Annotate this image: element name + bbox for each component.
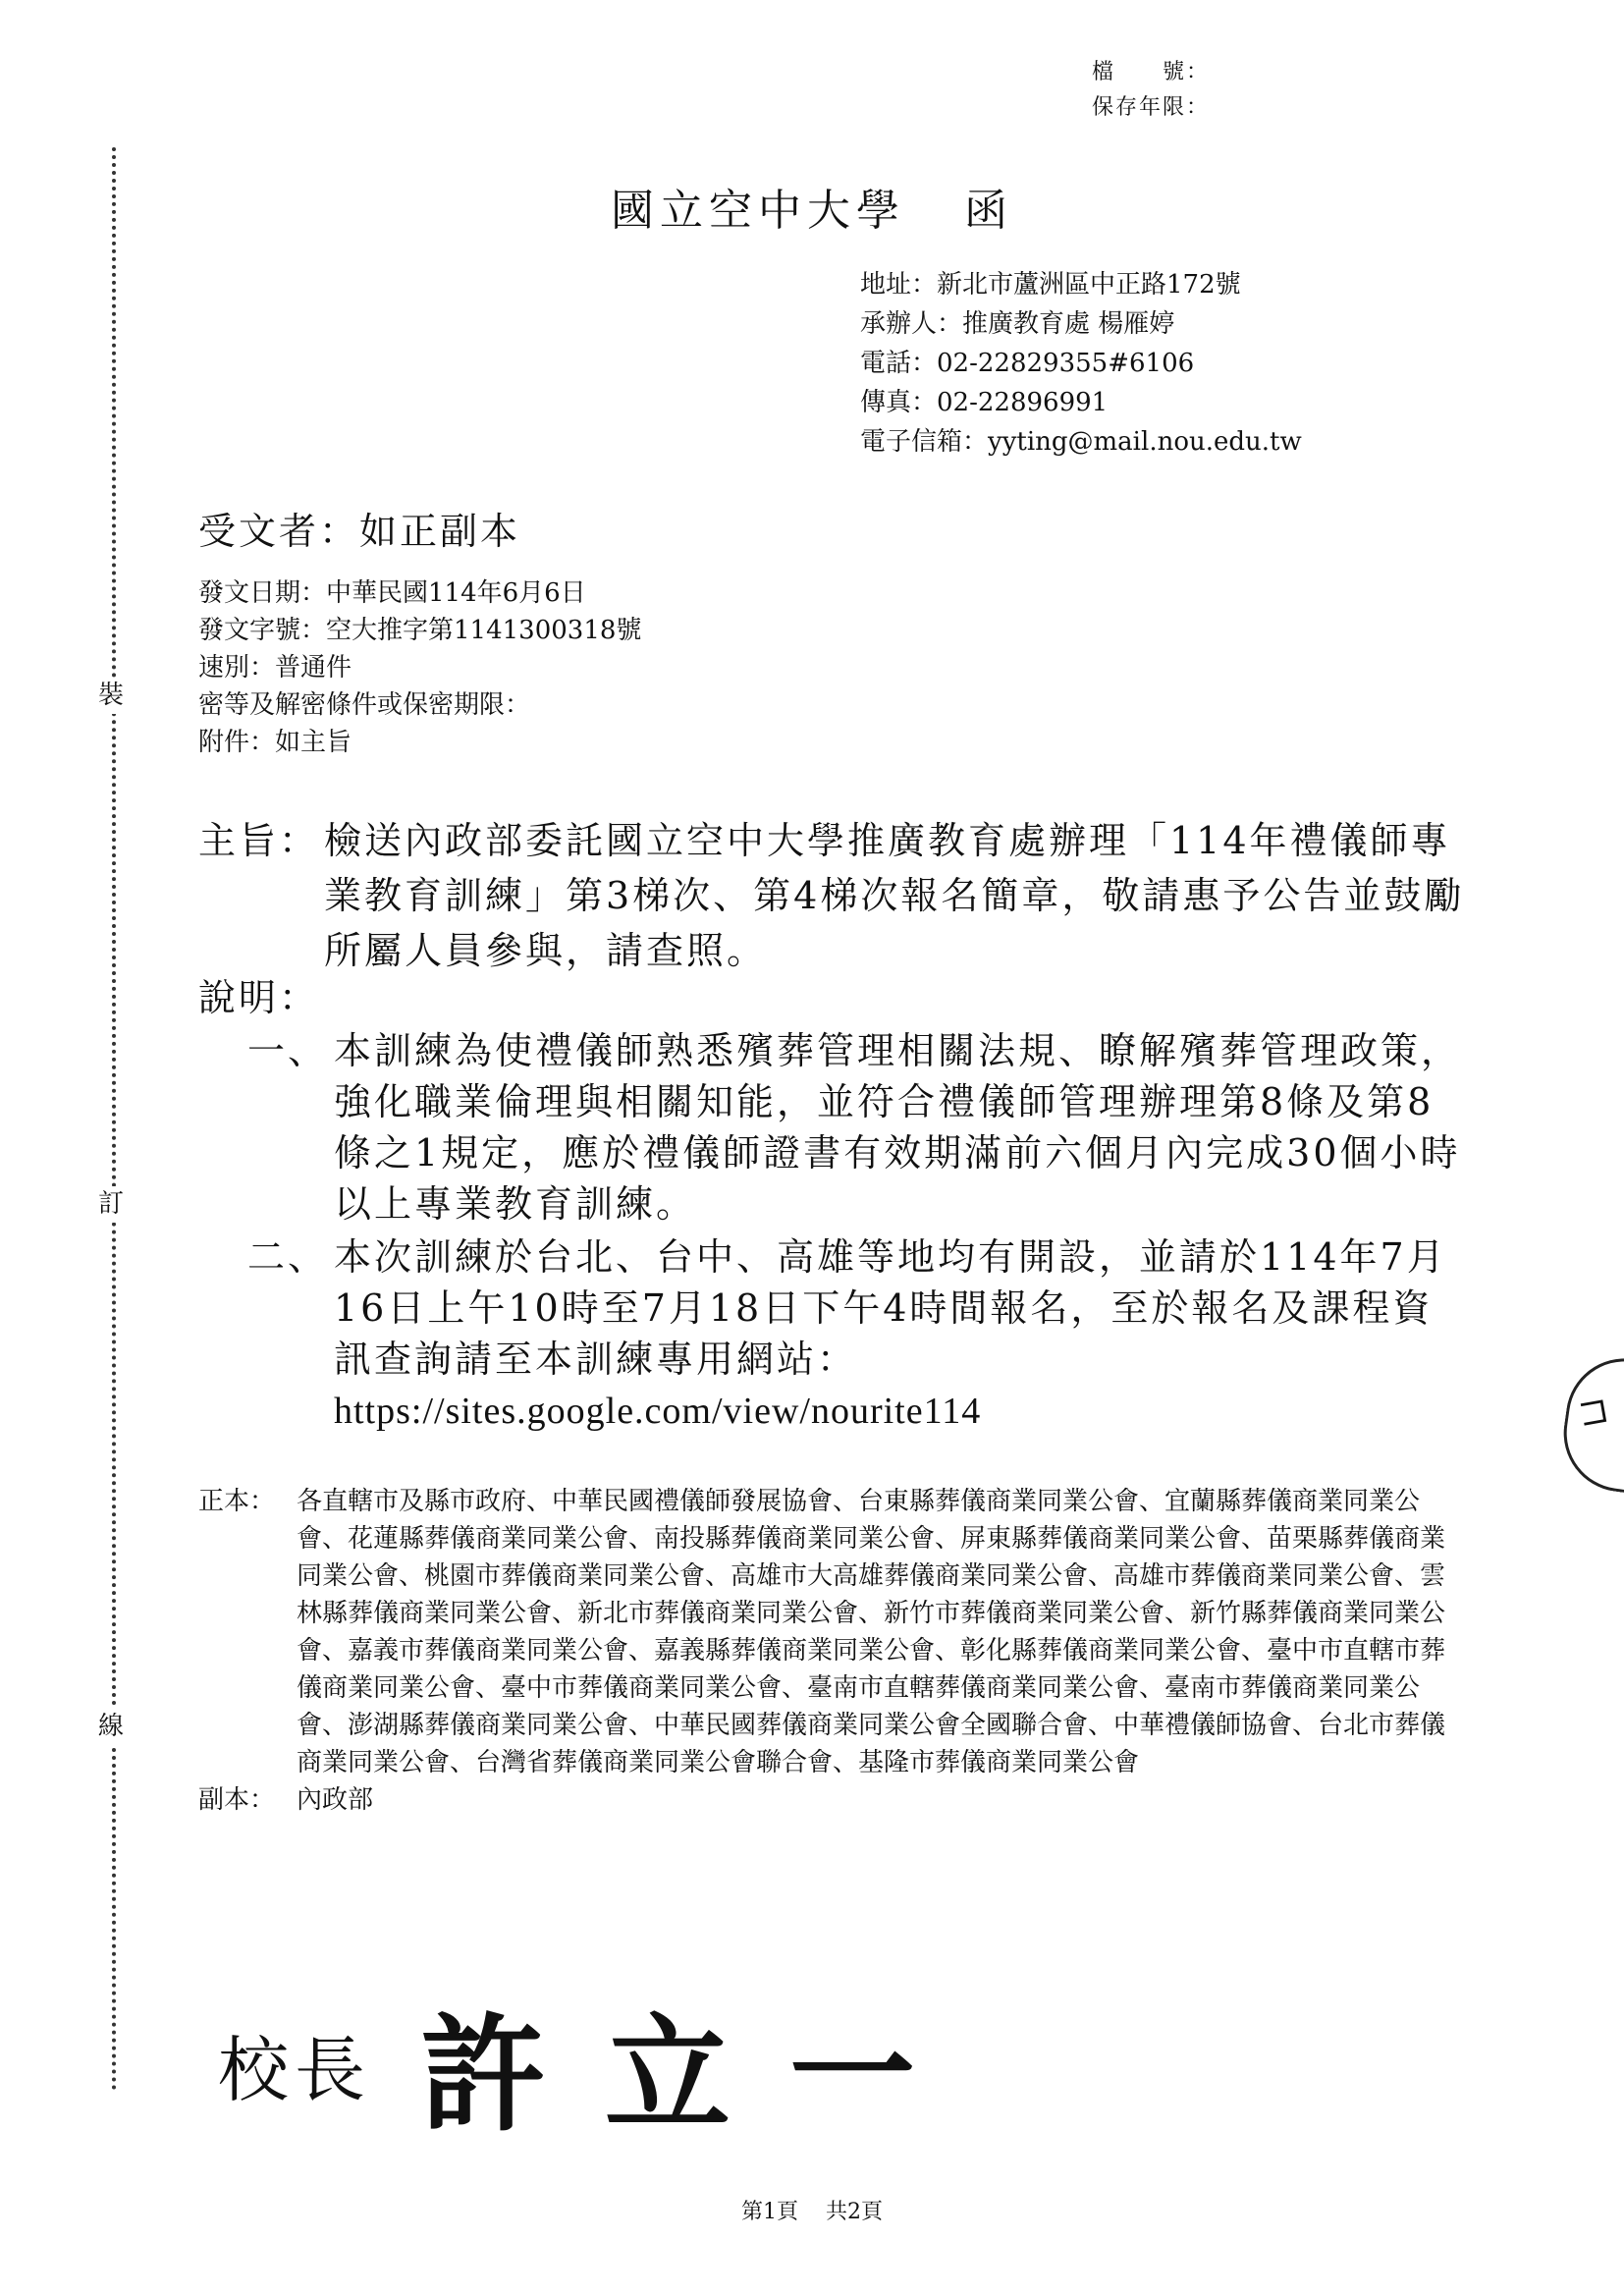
copy-recipients xyxy=(198,1781,1465,1819)
signatory-title: 校長 xyxy=(218,2029,372,2111)
retention-period-label: 保存年限： xyxy=(1092,95,1211,120)
issue-date: 發文日期：中華民國114年6月6日 xyxy=(198,578,586,608)
subject-label: 主旨： xyxy=(198,819,320,862)
page-total: 共2頁 xyxy=(826,2200,883,2224)
training-website-url: https://sites.google.com/view/nourite114 xyxy=(334,1391,982,1432)
file-number-label: 檔 號： xyxy=(1092,60,1211,84)
explanation-item xyxy=(198,1231,1465,1437)
sender-email: 電子信箱：yyting@mail.nou.edu.tw xyxy=(860,427,1302,457)
page-footer xyxy=(0,2195,1624,2225)
recipient: 受文者：如正副本 xyxy=(198,510,521,553)
sender-phone: 電話：02-22829355#6106 xyxy=(860,349,1195,378)
item-text: 本訓練為使禮儀師熟悉殯葬管理相關法規、瞭解殯葬管理政策，強化職業倫理與相關知能，並符合禮儀師管理辦理第8條及第8條之1規定，應於禮儀師證書有效期滿前六個月內完成30個小時以上專業教育訓練。 xyxy=(334,1029,1462,1226)
sender-handler: 承辦人：推廣教育處 楊雁婷 xyxy=(860,309,1175,339)
document-number: 發文字號：空大推字第1141300318號 xyxy=(198,616,642,645)
subject-text: 檢送內政部委託國立空中大學推廣教育處辦理「114年禮儀師專業教育訓練」第3梯次、第4梯次報名簡章，敬請惠予公告並鼓勵所屬人員參與，請查照。 xyxy=(324,819,1465,972)
archive-block xyxy=(1092,55,1210,126)
copy-recipients-label: 副本： xyxy=(198,1785,276,1815)
sender-address: 地址：新北市蘆洲區中正路172號 xyxy=(860,270,1241,300)
main-recipients xyxy=(198,1483,1465,1781)
item-number: 一、 xyxy=(247,1029,329,1072)
binding-char-zhuang: 裝 xyxy=(98,678,124,714)
item-text: 本次訓練於台北、台中、高雄等地均有開設，並請於114年7月16日上午10時至7月18日下午4時間報名，至於報名及課程資訊查詢請至本訓練專用網站： xyxy=(334,1235,1447,1381)
document-meta xyxy=(198,574,641,761)
binding-char-xian: 線 xyxy=(98,1709,124,1745)
copy-recipients-text: 內政部 xyxy=(297,1785,374,1815)
subject-section xyxy=(198,813,1465,978)
binding-char-ding: 訂 xyxy=(98,1186,124,1223)
main-recipients-label: 正本： xyxy=(198,1487,276,1516)
document-type: 函 xyxy=(964,186,1013,236)
signature-block xyxy=(218,1974,974,2155)
explanation-item xyxy=(198,1025,1465,1229)
organization-name: 國立空中大學 xyxy=(611,186,905,236)
attachment: 附件：如主旨 xyxy=(198,728,352,757)
delivery-speed: 速別：普通件 xyxy=(198,653,352,683)
sender-fax: 傳真：02-22896991 xyxy=(860,388,1109,417)
seal-mark-icon: ⊓ xyxy=(1571,1394,1616,1431)
secrecy-level: 密等及解密條件或保密期限： xyxy=(198,690,531,720)
item-number: 二、 xyxy=(247,1235,329,1279)
document-title xyxy=(0,175,1624,238)
signatory-name: 許立一 xyxy=(420,2001,975,2149)
page-number: 第1頁 xyxy=(741,2200,798,2224)
explanation-label: 說明： xyxy=(198,976,320,1019)
sender-info xyxy=(860,265,1302,462)
distribution-list xyxy=(198,1483,1465,1819)
binding-line xyxy=(112,147,116,2092)
explanation-section xyxy=(198,972,1465,1437)
main-recipients-text: 各直轄市及縣市政府、中華民國禮儀師發展協會、台東縣葬儀商業同業公會、宜蘭縣葬儀商業同業公會、花蓮縣葬儀商業同業公會、南投縣葬儀商業同業公會、屏東縣葬儀商業同業公會、苗栗縣葬儀商業同業公會、桃園市葬儀商業同業公會、高雄市大高雄葬儀商業同業公會、高雄市葬儀商業同業公會、雲林縣葬儀商業同業公會、新北市葬儀商業同業公會、新竹市葬儀商業同業公會、新竹縣葬儀商業同業公會、嘉義市葬儀商業同業公會、嘉義縣葬儀商業同業公會、彰化縣葬儀商業同業公會、臺中市直轄市葬儀商業同業公會、臺中市葬儀商業同業公會、臺南市直轄葬儀商業同業公會、臺南市葬儀商業同業公會、澎湖縣葬儀商業同業公會、中華民國葬儀商業同業公會全國聯合會、中華禮儀師協會、台北市葬儀商業同業公會、台灣省葬儀商業同業公會聯合會、基隆市葬儀商業同業公會 xyxy=(297,1487,1446,1777)
